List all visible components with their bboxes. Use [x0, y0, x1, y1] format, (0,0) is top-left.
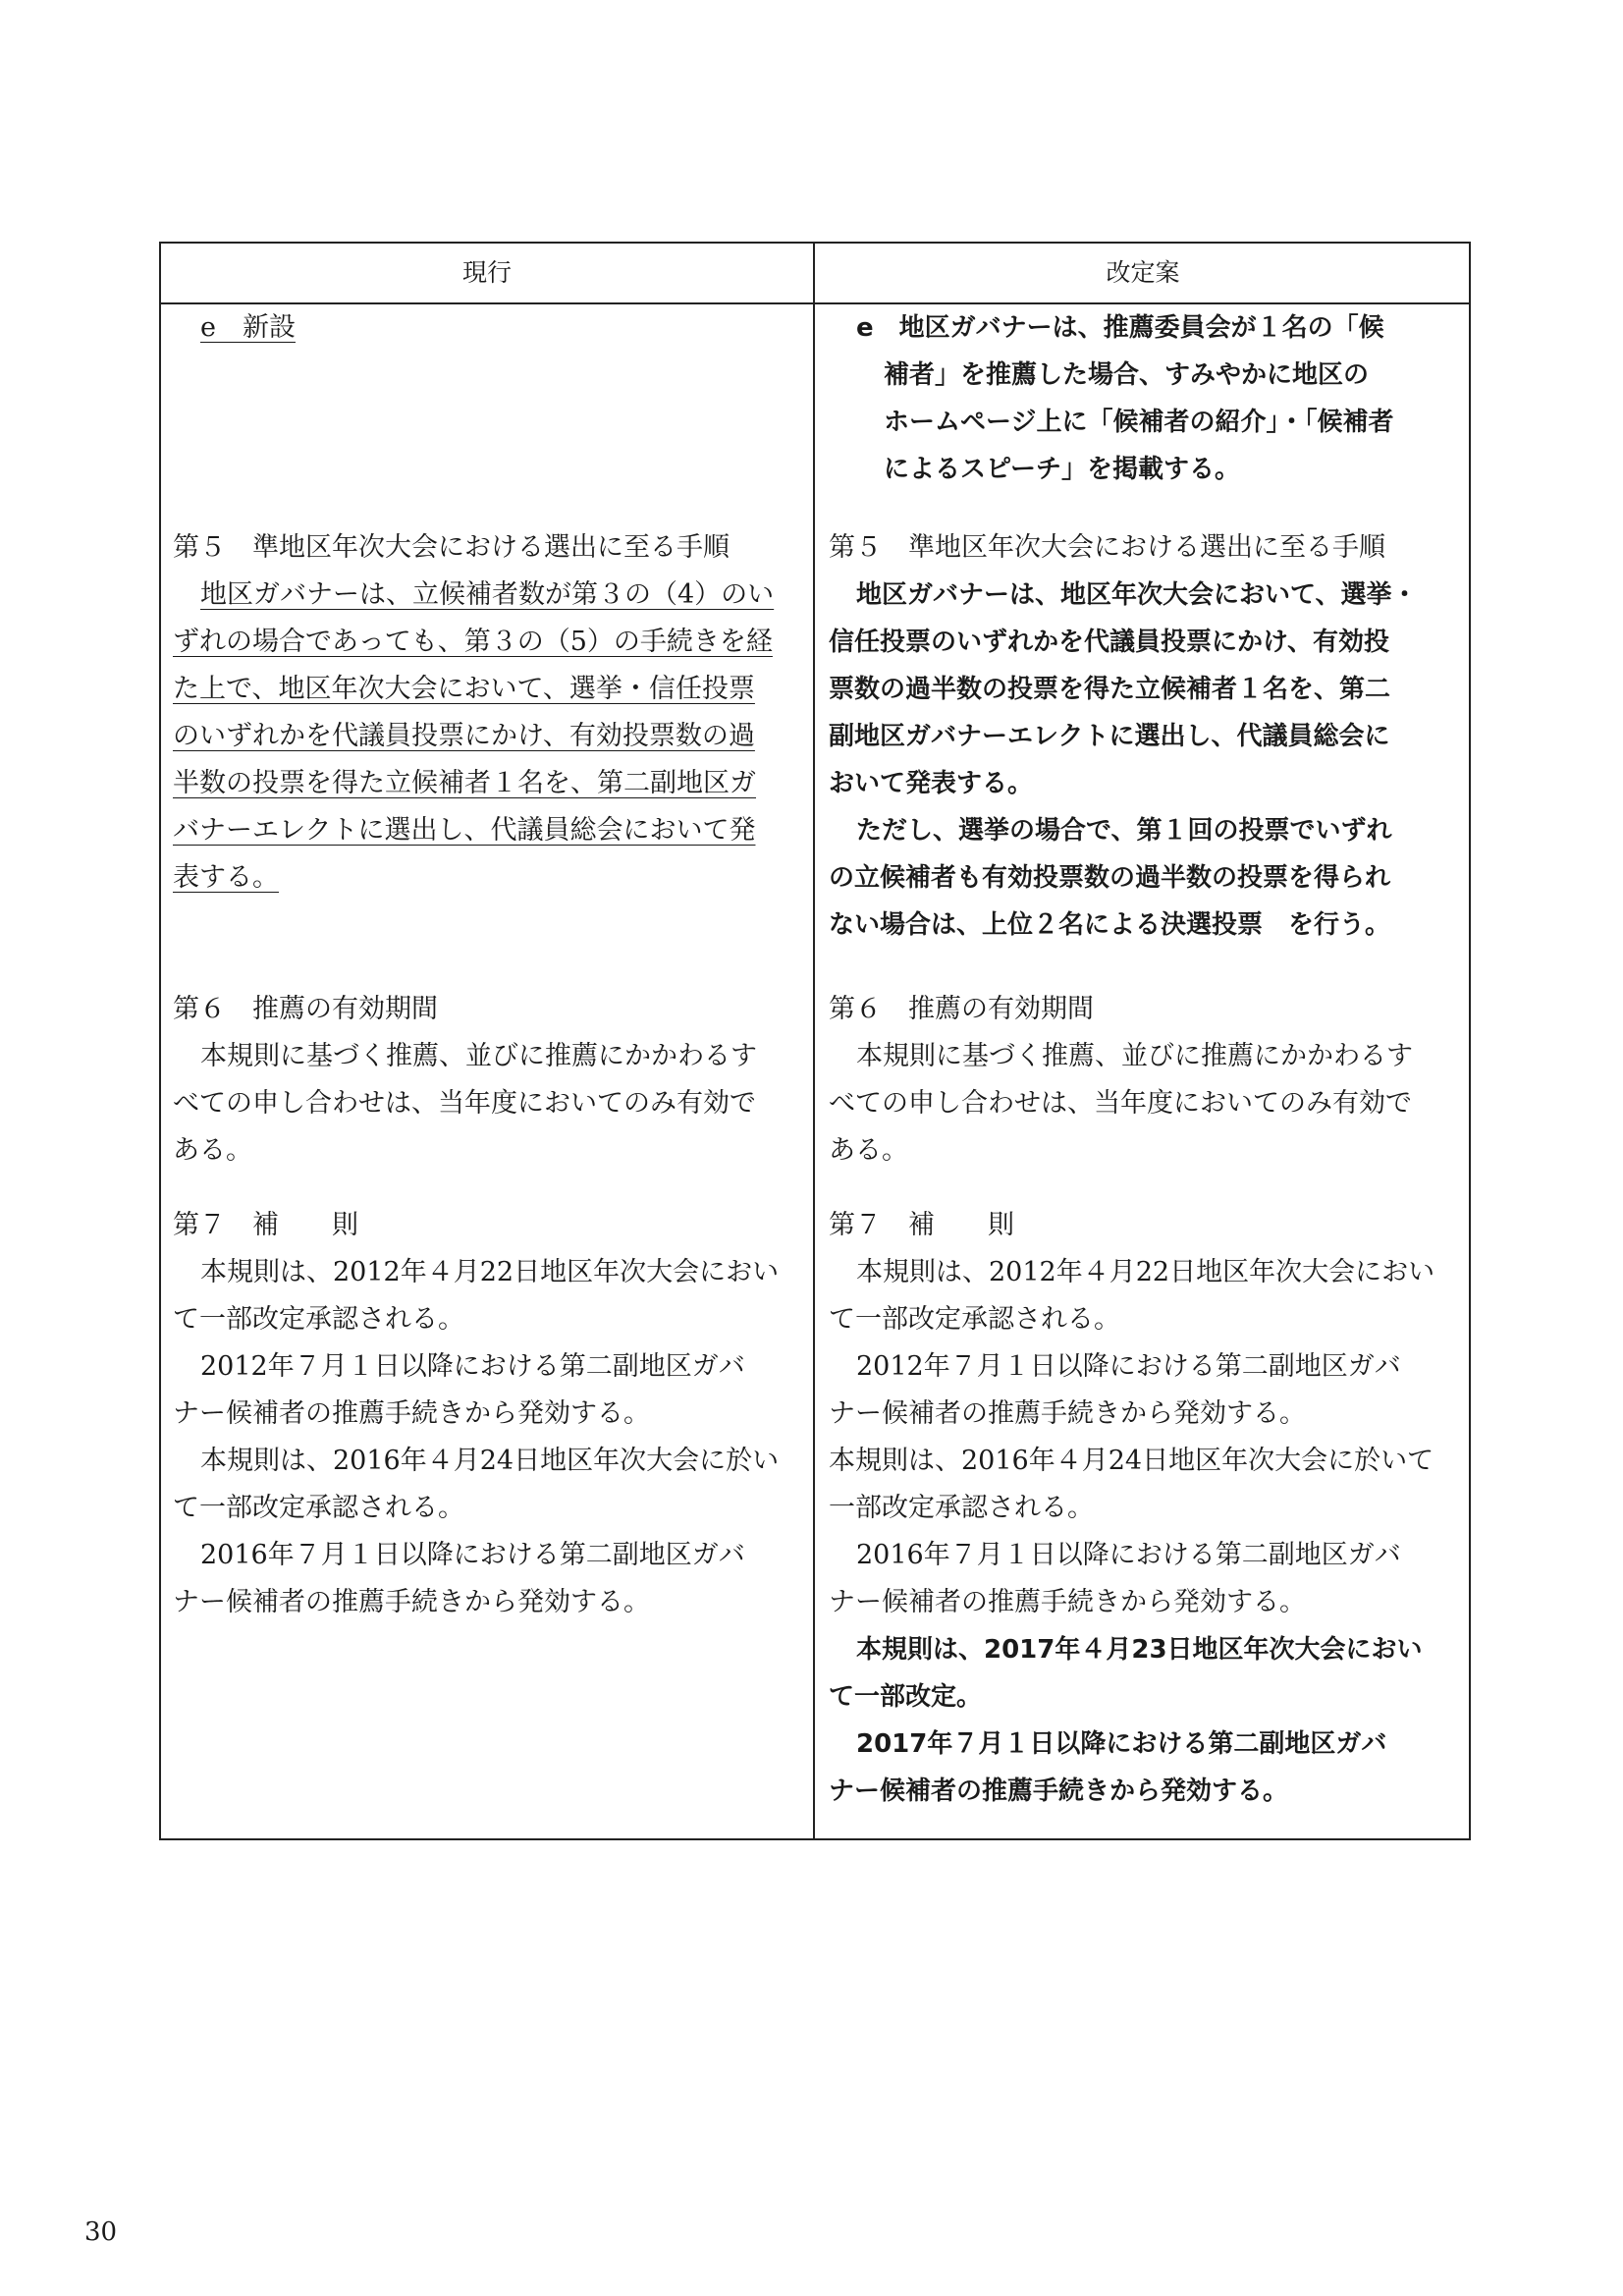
- proposed-s6-title: 第６ 推薦の有効期間: [829, 994, 1094, 1024]
- proposed-s7-line: て一部改定。: [829, 1682, 983, 1712]
- proposed-s7-line: 本規則は、2012年４月22日地区年次大会におい: [856, 1257, 1435, 1287]
- proposed-s7-line: 2012年７月１日以降における第二副地区ガバ: [856, 1351, 1401, 1382]
- proposed-s5-line: ただし、選挙の場合で、第１回の投票でいずれ: [856, 816, 1392, 846]
- current-s6-line: 本規則に基づく推薦、並びに推薦にかかわるす: [200, 1041, 757, 1071]
- current-s6-line: べての申し合わせは、当年度においてのみ有効で: [173, 1088, 756, 1119]
- current-section-5: [173, 524, 801, 902]
- proposed-s5-line: の立候補者も有効投票数の過半数の投票を得られ: [829, 863, 1391, 893]
- current-section-6: [173, 986, 801, 1175]
- proposed-s7-line: て一部改定承認される。: [829, 1304, 1120, 1335]
- proposed-s5-line: 副地区ガバナーエレクトに選出し、代議員総会に: [829, 722, 1390, 751]
- current-e-text: e 新設: [200, 312, 296, 343]
- current-s7-title: 第７ 補 則: [173, 1210, 358, 1240]
- proposed-s7-line: ナー候補者の推薦手続きから発効する。: [829, 1587, 1306, 1617]
- proposed-item-e: [829, 304, 1459, 493]
- proposed-e-line: ホームページ上に「候補者の紹介」・「候補者: [884, 408, 1394, 437]
- current-s7-line: て一部改定承認される。: [173, 1493, 464, 1523]
- current-s5-line: ずれの場合であっても、第３の（5）の手続きを経: [173, 627, 773, 657]
- proposed-section-5: [829, 524, 1459, 949]
- proposed-e-line: によるスピーチ」を掲載する。: [884, 455, 1240, 484]
- current-s5-title: 第５ 準地区年次大会における選出に至る手順: [173, 532, 730, 563]
- proposed-section-6: [829, 986, 1459, 1175]
- proposed-s5-line: ない場合は、上位２名による決選投票 を行う。: [829, 910, 1391, 940]
- proposed-s7-line: 本規則は、2016年４月24日地区年次大会に於いて: [829, 1446, 1434, 1476]
- current-s7-line: て一部改定承認される。: [173, 1304, 464, 1335]
- proposed-e-line: e 地区ガバナーは、推薦委員会が１名の「候: [856, 313, 1384, 343]
- current-s5-line: た上で、地区年次大会において、選挙・信任投票: [173, 674, 755, 704]
- comparison-table: [159, 242, 1471, 1840]
- current-s7-line: ナー候補者の推薦手続きから発効する。: [173, 1587, 650, 1617]
- current-s5-line: 半数の投票を得た立候補者１名を、第二副地区ガ: [173, 768, 756, 798]
- proposed-s7-title: 第７ 補 則: [829, 1210, 1014, 1240]
- current-s7-line: ナー候補者の推薦手続きから発効する。: [173, 1398, 650, 1429]
- column-divider: [813, 244, 815, 1838]
- current-s5-line: 地区ガバナーは、立候補者数が第３の（4）のい: [200, 579, 775, 610]
- page-number: 30: [84, 2217, 118, 2247]
- current-section-7: [173, 1202, 801, 1626]
- current-s6-title: 第６ 推薦の有効期間: [173, 994, 438, 1024]
- proposed-s5-line: 票数の過半数の投票を得た立候補者１名を、第二: [829, 675, 1391, 704]
- proposed-s6-line: べての申し合わせは、当年度においてのみ有効で: [829, 1088, 1412, 1119]
- proposed-s7-line: ナー候補者の推薦手続きから発効する。: [829, 1777, 1289, 1806]
- proposed-e-line: 補者」を推薦した場合、すみやかに地区の: [884, 360, 1370, 390]
- proposed-s7-line: 2016年７月１日以降における第二副地区ガバ: [856, 1540, 1401, 1570]
- current-s5-line: のいずれかを代議員投票にかけ、有効投票数の過: [173, 721, 755, 751]
- proposed-s7-line: 2017年７月１日以降における第二副地区ガバ: [856, 1729, 1387, 1759]
- proposed-s7-line: 本規則は、2017年４月23日地区年次大会におい: [856, 1635, 1423, 1665]
- current-item-e: [173, 304, 801, 352]
- current-s5-line: 表する。: [173, 862, 279, 893]
- proposed-s5-line: 地区ガバナーは、地区年次大会において、選挙・: [856, 580, 1418, 610]
- current-s5-line: バナーエレクトに選出し、代議員総会において発: [173, 815, 756, 846]
- table-header: [161, 244, 1469, 304]
- proposed-s6-line: 本規則に基づく推薦、並びに推薦にかかわるす: [856, 1041, 1413, 1071]
- proposed-s6-line: ある。: [829, 1135, 908, 1166]
- proposed-s7-line: ナー候補者の推薦手続きから発効する。: [829, 1398, 1306, 1429]
- header-current: 現行: [461, 258, 512, 287]
- header-proposed: 改定案: [1106, 258, 1180, 287]
- current-s7-line: 本規則は、2012年４月22日地区年次大会におい: [200, 1257, 780, 1287]
- current-s6-line: ある。: [173, 1135, 252, 1166]
- current-s7-line: 2016年７月１日以降における第二副地区ガバ: [200, 1540, 745, 1570]
- proposed-s5-title: 第５ 準地区年次大会における選出に至る手順: [829, 532, 1385, 563]
- proposed-s5-line: 信任投票のいずれかを代議員投票にかけ、有効投: [829, 628, 1389, 657]
- proposed-section-7: [829, 1202, 1459, 1815]
- current-s7-line: 本規則は、2016年４月24日地区年次大会に於い: [200, 1446, 780, 1476]
- proposed-s7-line: 一部改定承認される。: [829, 1493, 1094, 1523]
- current-s7-line: 2012年７月１日以降における第二副地区ガバ: [200, 1351, 745, 1382]
- proposed-s5-line: おいて発表する。: [829, 769, 1034, 798]
